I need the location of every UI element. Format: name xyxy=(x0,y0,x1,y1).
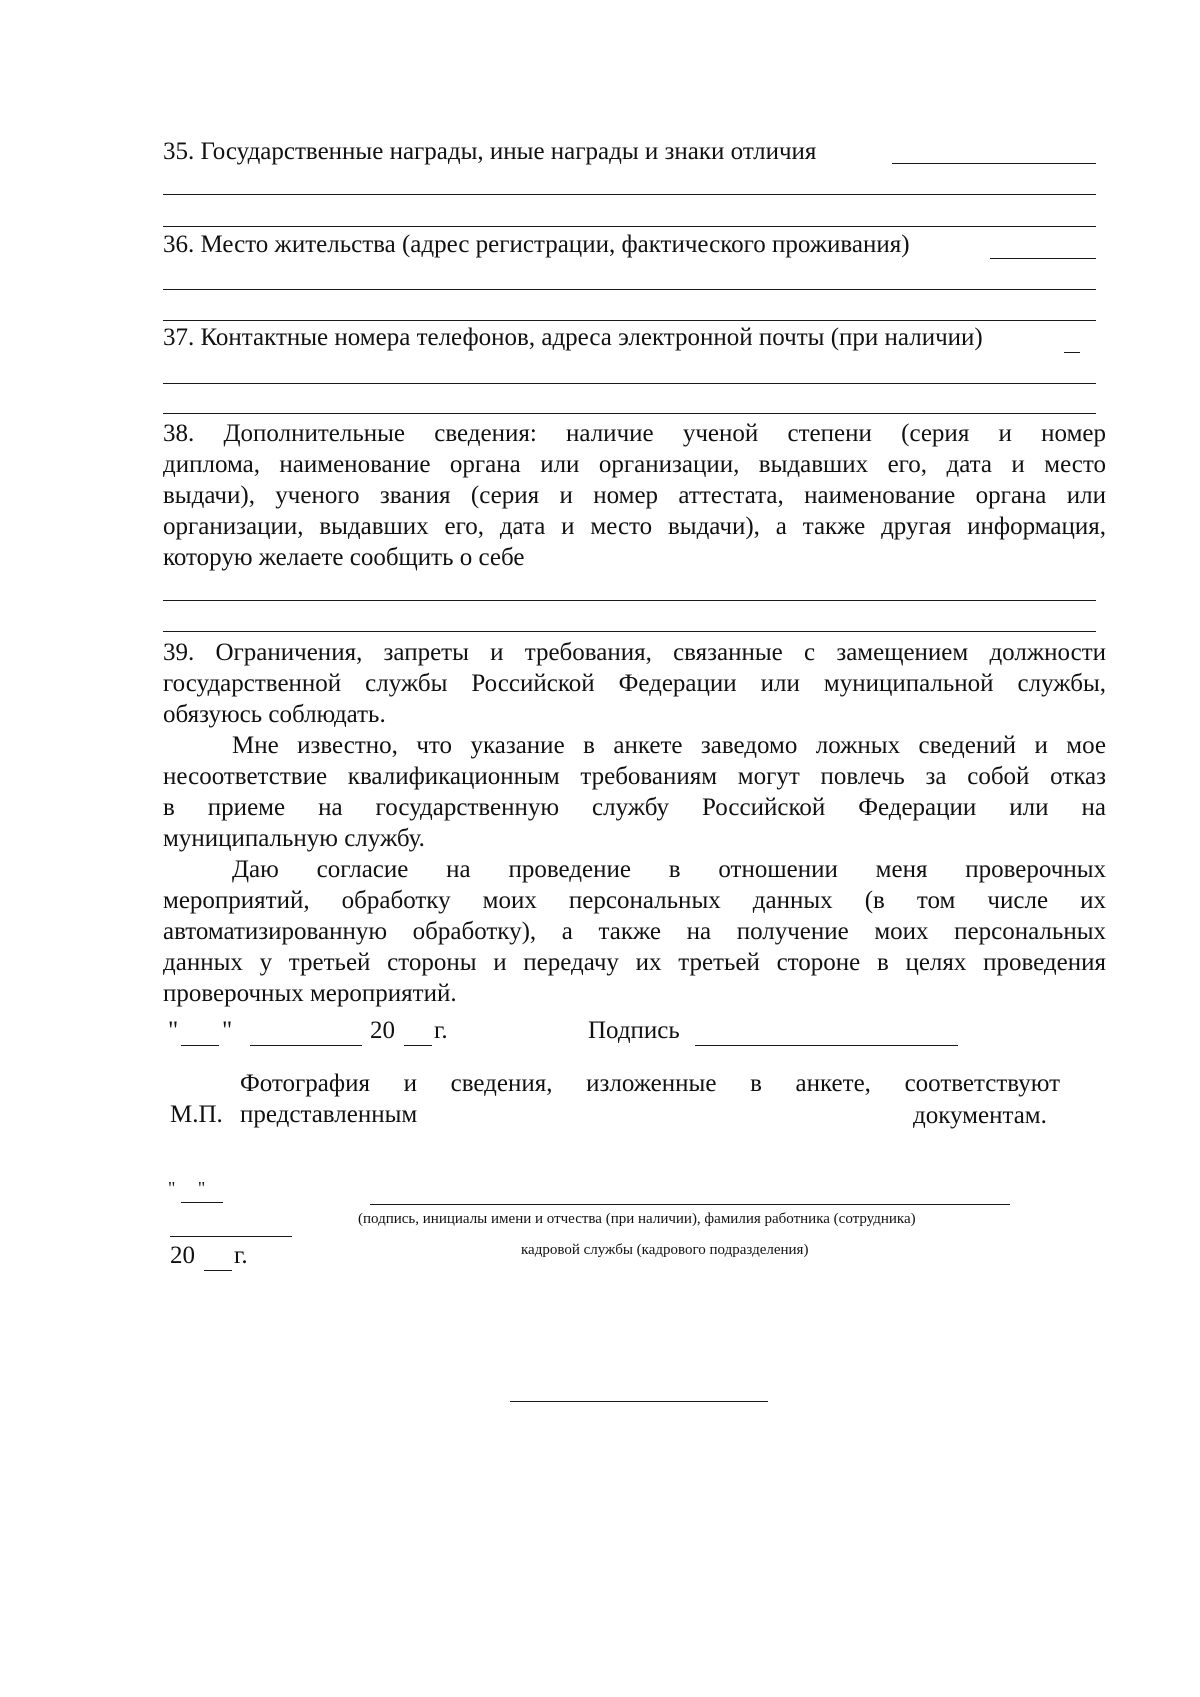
item-37-answer-line-1[interactable] xyxy=(163,383,1096,384)
hr-date-year-field[interactable] xyxy=(204,1270,232,1271)
false-info-line-1: Мне известно, что указание в анкете заведомо ложных сведений и мое xyxy=(232,732,1106,759)
verification-end-word: документам. xyxy=(913,1102,1047,1129)
signature-field[interactable] xyxy=(695,1045,958,1046)
consent-line-2: мероприятий, обработку моих персональных данных (в том числе их xyxy=(163,887,1106,914)
item-35-label: 35. Государственные награды, иные награды и знаки отличия xyxy=(163,138,817,165)
verification-line-1: Фотография и сведения, изложенные в анкете, соответствуют xyxy=(240,1070,1060,1097)
item-38-line-5: которую желаете сообщить о себе xyxy=(163,544,525,571)
false-info-line-4: муниципальную службу. xyxy=(163,825,425,852)
closing-separator-line xyxy=(510,1401,768,1402)
item-36-answer-line-1[interactable] xyxy=(163,289,1096,290)
item-38-line-4: организации, выдавших его, дата и место выдачи), а также другая информация, xyxy=(163,513,1106,540)
item-38-answer-line-1[interactable] xyxy=(163,600,1096,601)
item-39-line-1: 39. Ограничения, запреты и требования, связанные с замещением должности xyxy=(163,639,1106,666)
item-37-answer-line-2[interactable] xyxy=(163,413,1096,414)
item-38-line-3: выдачи), ученого звания (серия и номер аттестата, наименование органа или xyxy=(163,482,1106,509)
verification-word: представленным xyxy=(240,1101,418,1128)
date-year-suffix: г. xyxy=(434,1017,448,1044)
mp-stamp-label: М.П. xyxy=(170,1101,223,1128)
item-37-label: 37. Контактные номера телефонов, адреса электронной почты (при наличии) xyxy=(163,324,983,351)
hr-date-day-field[interactable] xyxy=(181,1202,223,1203)
hr-date-year-suffix: г. xyxy=(234,1242,248,1269)
consent-line-1: Даю согласие на проведение в отношении меня проверочных xyxy=(232,856,1106,883)
date-year-prefix: 20 xyxy=(370,1017,395,1044)
hr-signature-field[interactable] xyxy=(370,1204,1010,1205)
hr-date-quotes: " " xyxy=(168,1178,206,1198)
signature-label: Подпись xyxy=(588,1017,680,1044)
item-38-line-1: 38. Дополнительные сведения: наличие ученой степени (серия и номер xyxy=(163,420,1106,447)
consent-line-5: проверочных мероприятий. xyxy=(163,980,457,1007)
item-35-answer-line-1[interactable] xyxy=(163,194,1096,195)
hr-signature-caption-1: (подпись, инициалы имени и отчества (при наличии), фамилия работника (сотрудника) xyxy=(358,1211,916,1227)
false-info-line-3: в приеме на государственную службу Российской Федерации или на xyxy=(163,794,1106,821)
date-year-field[interactable] xyxy=(404,1045,432,1046)
hr-date-year-prefix: 20 xyxy=(170,1242,195,1269)
date-quote-open: " xyxy=(168,1017,179,1044)
hr-date-month-field[interactable] xyxy=(170,1236,292,1237)
item-37-field-line[interactable] xyxy=(1064,352,1080,353)
date-month-field[interactable] xyxy=(250,1045,362,1046)
item-38-line-2: диплома, наименование органа или организации, выдавших его, дата и место xyxy=(163,451,1106,478)
item-38-answer-line-2[interactable] xyxy=(163,631,1096,632)
consent-line-4: данных у третьей стороны и передачу их третьей стороне в целях проведения xyxy=(163,949,1106,976)
item-39-line-3: обязуюсь соблюдать. xyxy=(163,701,386,728)
item-36-label: 36. Место жительства (адрес регистрации, фактического проживания) xyxy=(163,231,910,258)
false-info-line-2: несоответствие квалификационным требованиям могут повлечь за собой отказ xyxy=(163,763,1106,790)
item-36-answer-line-2[interactable] xyxy=(163,320,1096,321)
item-39-line-2: государственной службы Российской Федерации или муниципальной службы, xyxy=(163,670,1106,697)
item-35-answer-line-2[interactable] xyxy=(163,226,1096,227)
date-quote-close: " xyxy=(222,1017,233,1044)
hr-signature-caption-2: кадровой службы (кадрового подразделения) xyxy=(521,1242,809,1258)
item-36-field-line[interactable] xyxy=(990,258,1096,259)
date-day-field[interactable] xyxy=(181,1045,219,1046)
item-35-field-line[interactable] xyxy=(892,163,1096,164)
consent-line-3: автоматизированную обработку), а также на получение моих персональных xyxy=(163,918,1106,945)
